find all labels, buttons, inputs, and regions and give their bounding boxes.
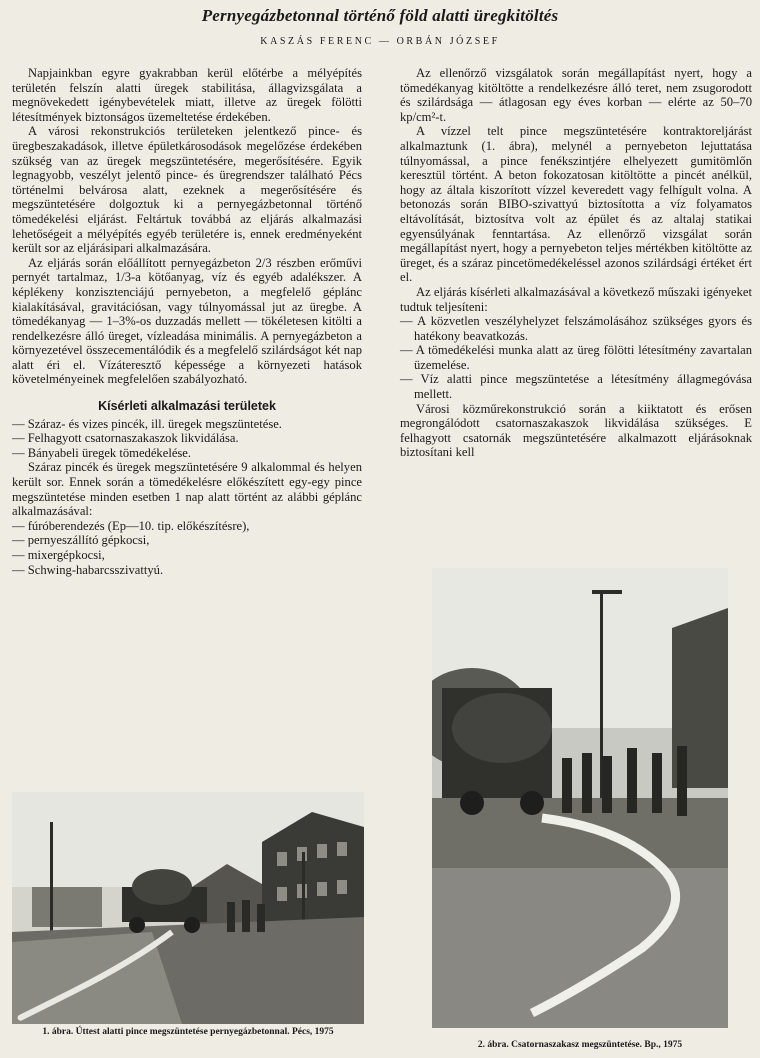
figure-1-photo bbox=[12, 792, 364, 1024]
left-paragraph-2: A városi rekonstrukciós területeken jelentkező pince- és üregbeszakadások, illetve épületkárosodások megelőzése érdekében szükség van az üregek megszüntetésére, megerősítésére. Egyik legnagyobb, veszélyt jelentő pince- és üregrendszer található Pécs történelmi belvárosa alatt, ezeknek a megerősítésére és megszüntetésére dolgoztuk ki a pernyegázbetonnal történő tömedékelési eljárást. Feltártuk továbbá az eljárás alkalmazási lehetőségeit a mélyépítés egyéb területére is, ennek eredményeként került sor az eljárásipari alkalmazására. bbox=[12, 124, 362, 256]
left-column bbox=[12, 66, 362, 577]
figure-1-caption: 1. ábra. Úttest alatti pince megszüntetése pernyegázbetonnal. Pécs, 1975 bbox=[42, 1027, 334, 1037]
article-authors: KASZÁS FERENC — ORBÁN JÓZSEF bbox=[260, 36, 500, 47]
right-paragraph-1: Az ellenőrző vizsgálatok során megállapítást nyert, hogy a tömedékanyag kitöltötte a rendelkezésre álló teret, nem zsugorodott és szilárdsága — átlagosan egy éves korban — elérte az 50–70 kp/cm²-t. bbox=[400, 66, 752, 124]
right-paragraph-4: Városi közműrekonstrukció során a kiiktatott és erősen megrongálódott csatornaszakaszok likvidálása szükséges. E felhagyott csatornák megszüntetésére alkalmazott eljárásoknak biztosítani kell bbox=[400, 401, 752, 460]
figure-2-caption: 2. ábra. Csatornaszakasz megszüntetése. Bp., 1975 bbox=[477, 1040, 683, 1050]
list-item: — Schwing-habarcsszivattyú. bbox=[12, 562, 164, 577]
right-paragraph-2: A vízzel telt pince megszüntetésére kontraktoreljárást alkalmaztunk (1. ábra), melynél a pernyebeton lejuttatása túlnyomással, a pince fenékszintjére elhelyezett gumitömlőn keresztül történt. A beton fokozatosan kitöltötte a pincét anélkül, hogy az általa kiszorított vízzel keveredett vagy felhígult volna. A betonozás során BIBO-szivattyú biztosította a víz folyamatos eltávolítását, biztosítva volt az épület és az altalaj statikai egyensúlyának fenntartása. Az ellenőrző vizsgálat során megállapítást nyert, hogy a pernyebeton teljes mértékben kitöltötte az üreget, és a száraz pincetömedékeléssel azonos szilárdsági értéket ért el. bbox=[400, 124, 752, 285]
right-column bbox=[400, 66, 752, 460]
list-item: — Bányabeli üregek tömedékelése. bbox=[12, 445, 192, 460]
equipment-list bbox=[12, 519, 362, 577]
list-item: — Száraz- és vizes pincék, ill. üregek megszüntetése. bbox=[12, 416, 282, 431]
list-item: — A közvetlen veszélyhelyzet felszámolásához szükséges gyors és hatékony beavatkozás. bbox=[400, 314, 752, 343]
left-paragraph-1: Napjainkban egyre gyakrabban kerül előtérbe a mélyépítés területén felszín alatti üregek stabilitása, állagvizsgálata a megnövekedett igénybevételek miatt, illetve az üregek fölötti létesítmények biztonságos üzemeltetése érdekében. bbox=[12, 66, 362, 124]
list-item: — Felhagyott csatornaszakaszok likvidálása. bbox=[12, 431, 239, 446]
requirements-list bbox=[400, 314, 752, 402]
list-item: — A tömedékelési munka alatt az üreg fölötti létesítmény zavartalan üzemelése. bbox=[400, 343, 752, 372]
list-item: — Víz alatti pince megszüntetése a létesítmény állagmegóvása mellett. bbox=[400, 372, 752, 402]
application-areas-list bbox=[12, 417, 362, 461]
list-item: — fúróberendezés (Ep—10. tip. előkészítésre), bbox=[12, 518, 250, 533]
list-item: — mixergépkocsi, bbox=[12, 548, 105, 562]
article-title: Pernyegázbetonnal történő föld alatti üregkitöltés bbox=[201, 6, 559, 25]
figure-2-photo bbox=[432, 568, 728, 1028]
left-paragraph-3: Az eljárás során előállított pernyegázbeton 2/3 részben erőművi pernyét tartalmaz, 1/3-a kötőanyag, víz és egyéb adalékszer. A képlékeny konzisztenciájú pernyebeton, a megfelelő géplánc kialakításával, gravitációsan, vagy túlnyomással jut az üregbe. A tömedékanyag — 1–3%-os duzzadás mellett — tökéletesen kitölti a rendelkezésre álló üreget, vízleadása minimális. A pernyegázbeton a környezetével összecementálódik és a megfelelő szilárdságot két nap alatt éri el. Vízáteresztő képessége a környezeti hatások követelményeinek megfelelően szabályozható. bbox=[12, 255, 362, 387]
section-subheading: Kísérleti alkalmazási területek bbox=[98, 399, 276, 414]
right-paragraph-3: Az eljárás kísérleti alkalmazásával a következő műszaki igényeket tudtuk teljesíteni: bbox=[400, 284, 752, 314]
list-item: — pernyeszállító gépkocsi, bbox=[12, 533, 150, 548]
left-paragraph-4: Száraz pincék és üregek megszüntetésére 9 alkalommal és helyen került sor. Ennek során a tömedékelésre előkészített egy-egy pince megszüntetése minden esetben 1 nap alatt történt az alábbi géplánc alkalmazásával: bbox=[12, 460, 362, 519]
